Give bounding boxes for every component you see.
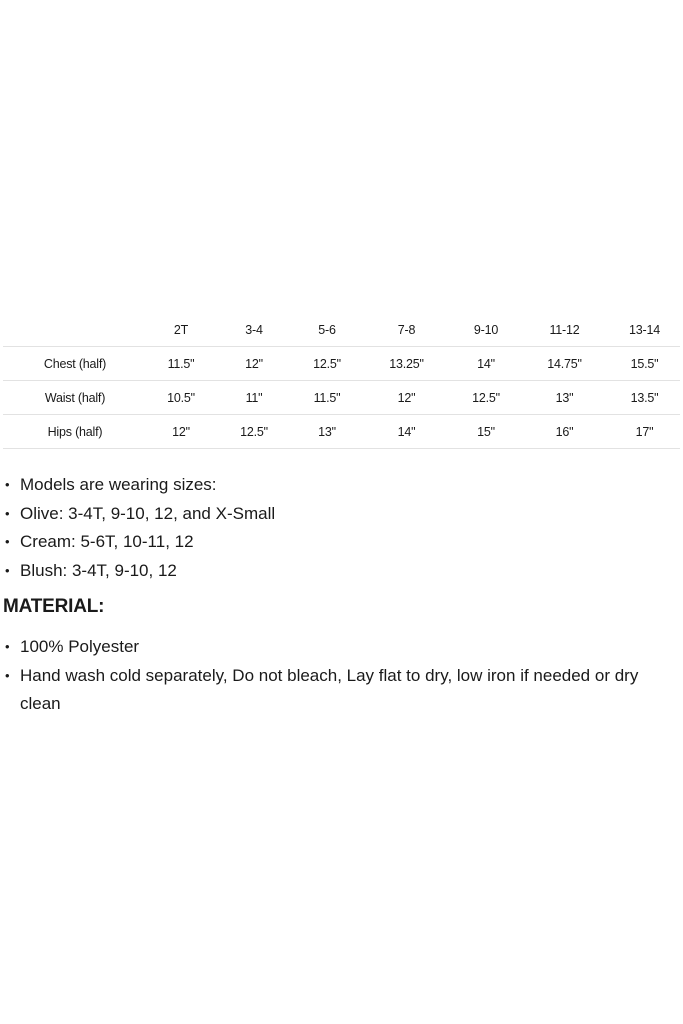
size-header-11-12: 11-12	[549, 322, 580, 337]
table-cell: 10.5"	[147, 381, 215, 415]
list-item: • Cream: 5-6T, 10-11, 12	[0, 528, 683, 557]
table-cell: 14"	[452, 347, 520, 381]
table-cell: 15.5"	[609, 347, 680, 381]
size-header-9-10: 9-10	[473, 322, 499, 337]
row-label: Waist (half)	[3, 381, 147, 415]
table-cell: 11.5"	[147, 347, 215, 381]
table-cell: 13"	[520, 381, 609, 415]
table-cell: 17"	[609, 415, 680, 449]
size-header-7-8: 7-8	[397, 322, 416, 337]
table-cell: 13.25"	[361, 347, 452, 381]
size-header-3-4: 3-4	[245, 322, 263, 337]
table-row-hips	[3, 415, 680, 449]
table-cell: 12.5"	[452, 381, 520, 415]
table-cell: 13"	[293, 415, 361, 449]
list-item: • Olive: 3-4T, 9-10, 12, and X-Small	[0, 500, 683, 529]
row-label: Hips (half)	[3, 415, 147, 449]
size-header-blank	[3, 313, 147, 347]
table-cell: 12"	[361, 381, 452, 415]
table-cell: 14"	[361, 415, 452, 449]
table-cell: 11.5"	[293, 381, 361, 415]
table-cell: 12.5"	[293, 347, 361, 381]
table-row-waist	[3, 381, 680, 415]
table-cell: 11"	[215, 381, 293, 415]
table-cell: 15"	[452, 415, 520, 449]
table-row-chest	[3, 347, 680, 381]
table-cell: 13.5"	[609, 381, 680, 415]
size-header-2t: 2T	[173, 322, 189, 337]
table-cell: 12.5"	[215, 415, 293, 449]
size-header-13-14: 13-14	[629, 322, 660, 337]
table-cell: 16"	[520, 415, 609, 449]
list-item: • Blush: 3-4T, 9-10, 12	[0, 557, 683, 586]
table-cell: 12"	[215, 347, 293, 381]
list-item: • Models are wearing sizes:	[0, 471, 683, 500]
size-header-5-6: 5-6	[318, 322, 336, 337]
size-header-row	[3, 313, 680, 347]
row-label: Chest (half)	[3, 347, 147, 381]
size-chart-table	[3, 313, 680, 449]
table-cell: 12"	[147, 415, 215, 449]
material-list	[0, 633, 683, 719]
table-cell: 14.75"	[520, 347, 609, 381]
list-item: • Hand wash cold separately, Do not bleach, Lay flat to dry, low iron if needed or dry clean	[0, 662, 683, 719]
list-item: • 100% Polyester	[0, 633, 683, 662]
models-list	[0, 471, 683, 585]
material-heading: MATERIAL:	[3, 596, 105, 617]
